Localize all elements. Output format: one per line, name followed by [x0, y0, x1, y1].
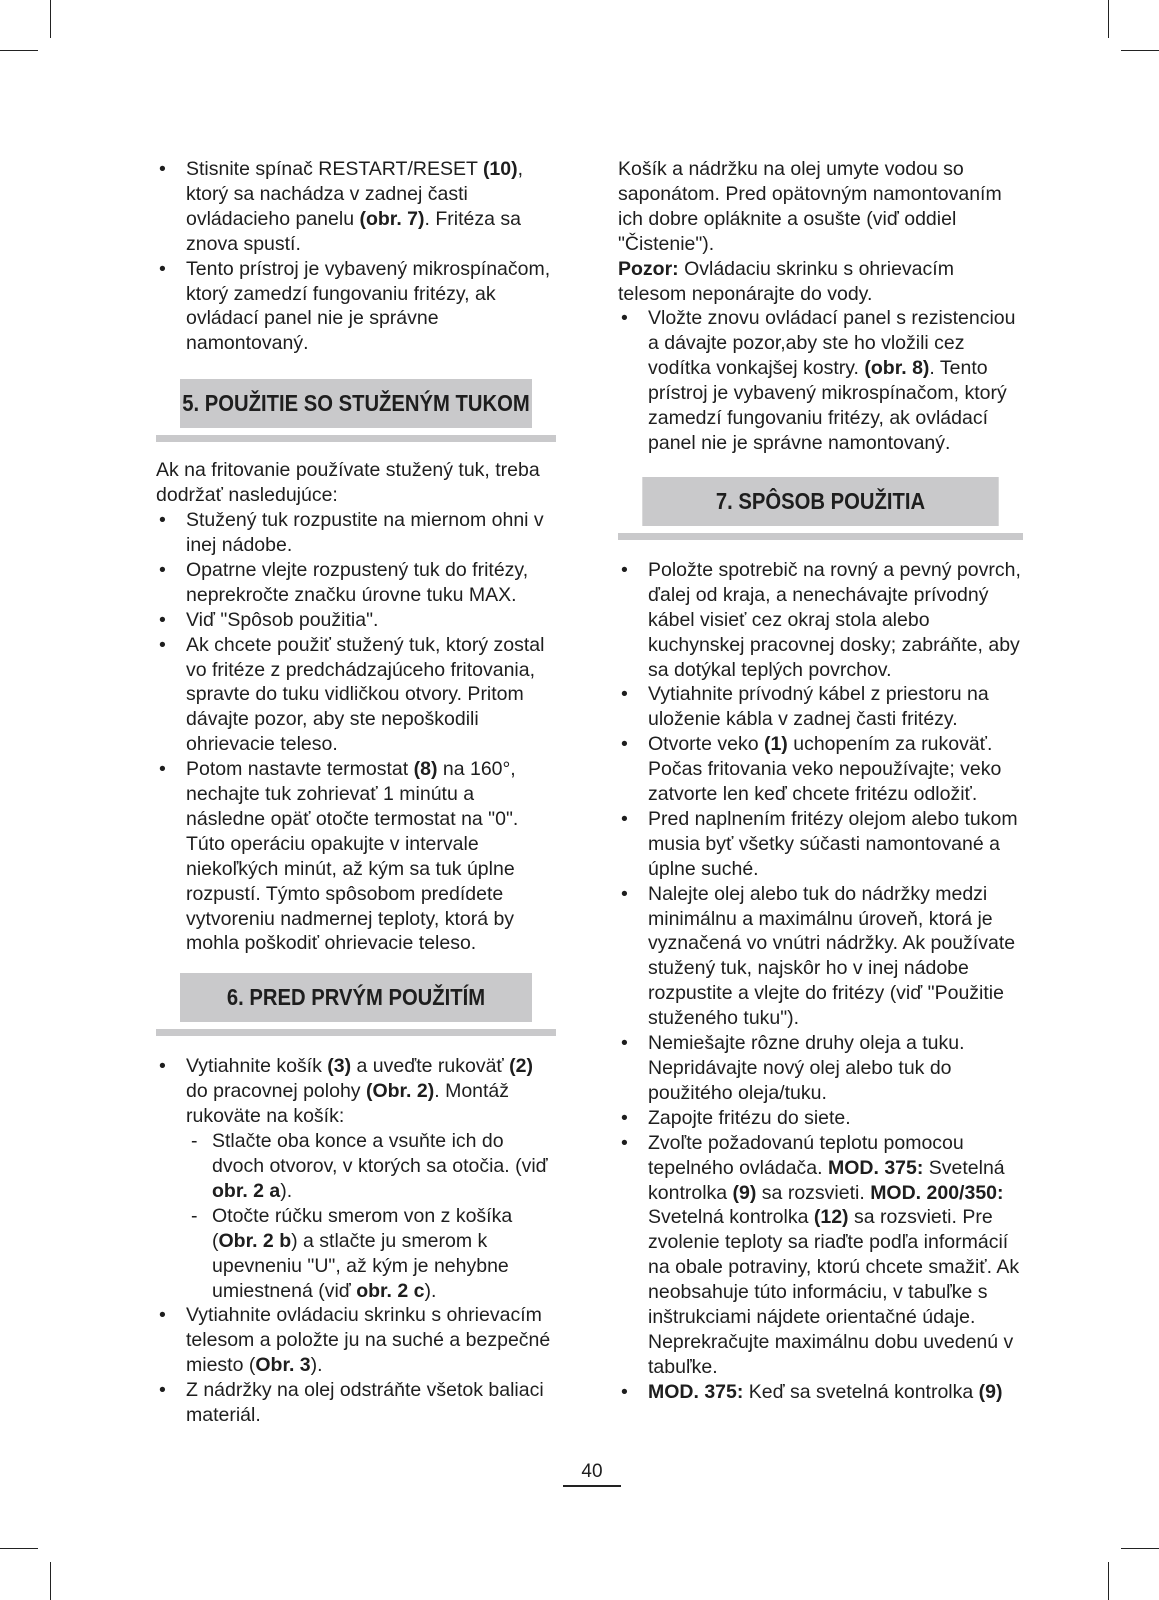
sub-list — [186, 1129, 556, 1303]
text-run: Svetelná kontrolka — [648, 1156, 1005, 1204]
bold-reference: (1) — [763, 733, 788, 756]
bold-reference: (3) — [327, 1055, 352, 1078]
list-item — [618, 807, 1023, 882]
list-item — [618, 682, 1023, 732]
warning-text: Ovládaciu skrinku s ohrievacím telesom neponárajte do vody. — [618, 257, 954, 305]
crop-mark-top-left-vertical — [50, 0, 51, 38]
bold-reference: MOD. 200/350: — [870, 1181, 1004, 1204]
text-run: Z nádržky na olej odstráňte všetok baliaci materiál. — [186, 1379, 544, 1427]
text-run: Vytiahnite prívodný kábel z priestoru na uloženie kábla v zadnej časti fritézy. — [648, 683, 989, 731]
text-run: ). — [280, 1179, 293, 1202]
text-run: Nemiešajte rôzne druhy oleja a tuku. Nepridávajte nový olej alebo tuk do použitého oleja/tuku. — [648, 1032, 965, 1104]
list-item — [156, 257, 556, 357]
section-5 — [156, 379, 556, 442]
cleaning-paragraph: Košík a nádržku na olej umyte vodou so saponátom. Pred opätovným namontovaním ich dobre opláknite a osušte (viď oddiel "Čistenie"). — [618, 158, 1002, 255]
list-item — [156, 1303, 556, 1378]
bold-reference: (8) — [413, 758, 438, 781]
bold-reference: Obr. 3 — [255, 1354, 311, 1377]
list-item — [156, 633, 556, 758]
list-item — [156, 508, 556, 558]
text-run: sa rozsvieti. Pre zvolenie teploty sa riaďte podľa informácií na obale potraviny, ktorú chcete smažiť. Ak neobsahuje túto informáciu, v tabuľke s inštrukciami nájdete orientačné údaje. Neprekračujte maximálnu dobu uvedenú v tabuľke. — [648, 1206, 1020, 1378]
text-run: Opatrne vlejte rozpustený tuk do fritézy, neprekročte značku úrovne tuku MAX. — [186, 558, 529, 606]
text-run: Stužený tuk rozpustite na miernom ohni v inej nádobe. — [186, 509, 544, 556]
intro-bullet-list — [156, 157, 556, 356]
text-run: Zvoľte požadovanú teplotu pomocou tepelného ovládača. — [648, 1131, 964, 1179]
list-item — [156, 757, 556, 956]
bold-reference: (9) — [732, 1181, 757, 1204]
text-run: Tento prístroj je vybavený mikrospínačom, ktorý zamedzí fungovaniu fritézy, ak ovládací panel nie je správne namontovaný. — [186, 257, 551, 355]
text-run: . Fritéza sa znova spustí. — [186, 207, 521, 255]
bold-reference: (obr. 7) — [359, 207, 425, 230]
sub-list-item — [186, 1204, 556, 1304]
page-number: 40 — [581, 1461, 603, 1482]
text-run: Otvorte veko — [648, 733, 764, 756]
section-5-bullet-list — [156, 508, 556, 956]
section-6-title: 6. PRED PRVÝM POUŽITÍM — [180, 973, 532, 1022]
text-run: sa rozsvieti. — [756, 1181, 871, 1204]
text-run: Otočte rúčku smerom von z košíka ( — [212, 1204, 513, 1252]
bold-reference: (2) — [509, 1055, 534, 1078]
sub-list-item — [186, 1129, 556, 1204]
list-item — [618, 1131, 1023, 1380]
right-column — [618, 157, 1023, 1405]
list-item — [156, 157, 556, 257]
section-6-rule — [156, 1029, 556, 1036]
page-number-rule — [563, 1485, 621, 1487]
section-6-bullet-list — [156, 1054, 556, 1428]
list-item — [618, 1380, 1023, 1405]
text-run: Vložte znovu ovládací panel s rezistenciou a dávajte pozor,aby ste ho vložili cez vodítka vonkajšej kostry. — [648, 307, 1016, 380]
crop-mark-bottom-right-horizontal — [1121, 1548, 1159, 1549]
text-run: . Tento prístroj je vybavený mikrospínačom, ktorý zamedzí fungovaniu fritézy, ak ovládací panel nie je správne namontovaný. — [648, 357, 1007, 454]
right-intro-bullet-list — [618, 306, 1023, 455]
list-item — [156, 558, 556, 608]
bold-reference: obr. 2 a — [212, 1179, 281, 1202]
text-run: Stisnite spínač RESTART/RESET — [186, 158, 483, 180]
text-run: Položte spotrebič na rovný a pevný povrch, ďalej od kraja, a nenechávajte prívodný kábel visieť cez okraj stola alebo kuchynskej pracovnej dosky; zabráňte, aby sa dotýkal teplých povrchov. — [648, 558, 1021, 681]
text-run: a uveďte rukoväť — [351, 1055, 510, 1078]
bold-reference: (Obr. 2) — [365, 1080, 435, 1103]
text-run: Zapojte fritézu do siete. — [648, 1106, 851, 1129]
list-item — [618, 306, 1023, 455]
bold-reference: (10) — [482, 158, 518, 180]
bold-reference: (obr. 8) — [864, 357, 930, 380]
text-run: ). — [310, 1354, 323, 1377]
bold-reference: obr. 2 c — [356, 1279, 425, 1302]
text-run: Nalejte olej alebo tuk do nádržky medzi minimálnu a maximálnu úroveň, ktorá je vyznačená vo vnútri nádržky. Ak používate stužený tuk, najskôr ho v inej nádobe rozpustite a vlejte do fritézy (viď "Použitie stuženého tuku"). — [648, 882, 1016, 1030]
text-run: Vytiahnite ovládaciu skrinku s ohrievacím telesom a položte ju na suché a bezpečné miesto ( — [186, 1304, 551, 1377]
bold-reference: MOD. 375: — [648, 1380, 744, 1403]
text-run: na 160°, nechajte tuk zohrievať 1 minútu a následne opäť otočte termostat na "0". Túto operáciu opakujte v intervale niekoľkých minút, až kým sa tuk úplne rozpustí. Týmto spôsobom predídete vytvoreniu nadmernej teploty, ktorá by mohla poškodiť ohrievacie teleso. — [186, 758, 519, 955]
bold-reference: Obr. 2 b — [218, 1229, 292, 1252]
list-item — [156, 1378, 556, 1428]
section-7-rule — [618, 533, 1023, 540]
bold-reference: (9) — [978, 1380, 1003, 1403]
text-run: uchopením za rukoväť. Počas fritovania veko nepoužívajte; veko zatvorte len keď chcete fritézu odložiť. — [648, 733, 1002, 806]
text-run: Stlačte oba konce a vsuňte ich do dvoch otvorov, v ktorých sa otočia. (viď — [212, 1130, 548, 1177]
list-item — [618, 558, 1023, 683]
text-run: Potom nastavte termostat — [186, 758, 414, 781]
text-run: Viď "Spôsob použitia". — [186, 608, 379, 631]
text-run: Pred naplnením fritézy olejom alebo tukom musia byť všetky súčasti namontované a úplne suché. — [648, 807, 1018, 880]
text-run: . Montáž rukoväte na košík: — [186, 1080, 510, 1128]
section-7-bullet-list — [618, 558, 1023, 1405]
list-item — [156, 608, 556, 633]
text-run: Keď sa svetelná kontrolka — [743, 1380, 979, 1403]
crop-mark-bottom-right-vertical — [1108, 1562, 1109, 1600]
bold-reference: MOD. 375: — [827, 1156, 924, 1179]
list-item — [618, 1106, 1023, 1131]
bold-reference: (12) — [813, 1206, 849, 1229]
crop-mark-top-right-vertical — [1108, 0, 1109, 38]
crop-mark-top-right-horizontal — [1121, 50, 1159, 51]
text-run: ). — [424, 1279, 437, 1302]
text-run: , ktorý sa nachádza v zadnej časti ovládacieho panelu — [186, 158, 524, 230]
section-7 — [618, 477, 1023, 540]
warning-label: Pozor: — [618, 257, 679, 280]
list-item — [618, 882, 1023, 1031]
list-item — [618, 1031, 1023, 1106]
text-run: ) a stlačte ju smerom k upevneniu "U", až kým je nehybne umiestnená (viď — [212, 1229, 509, 1302]
left-column — [156, 157, 556, 1428]
warning-paragraph — [618, 257, 1023, 307]
text-run: Svetelná kontrolka — [648, 1206, 814, 1229]
crop-mark-bottom-left-horizontal — [0, 1548, 38, 1549]
list-item — [618, 732, 1023, 807]
section-6 — [156, 973, 556, 1036]
crop-mark-top-left-horizontal — [0, 50, 38, 51]
text-run: do pracovnej polohy — [186, 1080, 366, 1103]
crop-mark-bottom-left-vertical — [50, 1562, 51, 1600]
section-7-title: 7. SPÔSOB POUŽITIA — [642, 477, 998, 526]
section-5-rule — [156, 435, 556, 442]
text-run: Vytiahnite košík — [186, 1055, 328, 1078]
section-5-title: 5. POUŽITIE SO STUŽENÝM TUKOM — [180, 379, 532, 428]
text-run: Ak chcete použiť stužený tuk, ktorý zostal vo fritéze z predchádzajúceho fritovania, spravte do tuku vidličkou otvory. Pritom dávajte pozor, aby ste nepoškodili ohrievacie teleso. — [186, 633, 545, 756]
section-5-intro: Ak na fritovanie používate stužený tuk, treba dodržať nasledujúce: — [156, 459, 540, 507]
list-item — [156, 1054, 556, 1303]
